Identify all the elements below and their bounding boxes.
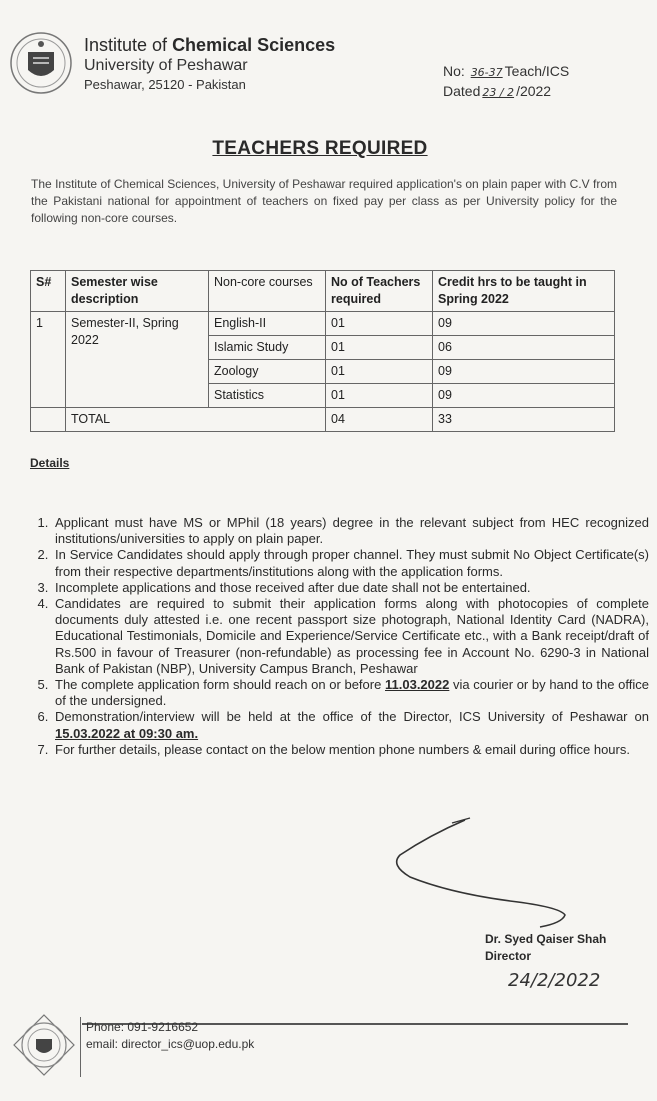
- footer-seal-logo: [12, 1013, 76, 1077]
- institute-header: [84, 34, 335, 94]
- cell-semester: Semester-II, Spring 2022: [66, 312, 209, 408]
- header-sno: S#: [31, 271, 66, 312]
- list-item: 6. Demonstration/interview will be held at the office of the Director, ICS University of Peshawar on 15.03.2022 at 09:30 am.: [52, 709, 649, 741]
- notice-title: TEACHERS REQUIRED: [212, 138, 428, 159]
- phone-line: Phone: 091-9216652: [86, 1020, 199, 1034]
- cell-course: English-II: [209, 312, 326, 336]
- list-item: 1. Applicant must have MS or MPhil (18 years) degree in the relevant subject from HEC recognized institutions/universities to apply on plain paper.: [52, 515, 649, 547]
- intro-paragraph: The Institute of Chemical Sciences, University of Peshawar required application's on plain paper with C.V from the Pakistani national for appointment of teachers on fixed pay per class as per University policy for the following non-core courses.: [31, 177, 617, 225]
- cell-credit: 06: [433, 336, 615, 360]
- footer-vertical-divider: [80, 1017, 81, 1077]
- cell-credit: 09: [433, 312, 615, 336]
- cell-credit: 09: [433, 384, 615, 408]
- list-item: 2. In Service Candidates should apply through proper channel. They must submit No Object Certificate(s) from their respective departments/institutions along with the application forms.: [52, 547, 649, 579]
- table-total-row: [31, 408, 615, 432]
- header-courses: Non-core courses: [209, 271, 326, 312]
- table-header-row: [31, 271, 615, 312]
- table-row: [31, 312, 615, 336]
- list-item: 4. Candidates are required to submit their application forms along with photocopies of complete documents duly attested i.e. one recent passport size photograph, National Identity Card (NADRA), Educational Testimonials, Domicile and Experience/Service Certificate etc., with a Bank receipt/draft of Rs.500 in favour of Treasurer (non-refundable) as processing fee in Account No. 6290-3 in National Bank of Pakistan (NBP), University Campus Branch, Peshawar: [52, 596, 649, 677]
- reference-date: Dated 23 / 2 /2022: [443, 83, 552, 99]
- cell-sno: 1: [31, 312, 66, 408]
- list-item: 5. The complete application form should reach on or before 11.03.2022 via courier or by hand to the office of the undersigned.: [52, 677, 649, 709]
- signer-block: [485, 931, 606, 965]
- total-label: TOTAL: [66, 408, 326, 432]
- header-credit: Credit hrs to be taught in Spring 2022: [433, 271, 615, 312]
- university-seal-logo: [8, 30, 74, 96]
- cell-teachers: 01: [326, 312, 433, 336]
- email-line: email: director_ics@uop.edu.pk: [86, 1037, 255, 1051]
- header-semester: Semester wise description: [66, 271, 209, 312]
- signature-scribble: [390, 815, 630, 935]
- signature-date: 24/2/2022: [508, 970, 601, 991]
- header-teachers: No of Teachers required: [326, 271, 433, 312]
- cell-course: Islamic Study: [209, 336, 326, 360]
- list-item: 3. Incomplete applications and those received after due date shall not be entertained.: [52, 580, 649, 596]
- signer-designation: Director: [485, 949, 532, 963]
- footer-contacts: [86, 1019, 254, 1053]
- cell-course: Statistics: [209, 384, 326, 408]
- reference-block: [443, 62, 569, 102]
- institute-name: Institute of Chemical Sciences: [84, 35, 336, 55]
- details-list: [22, 515, 649, 758]
- address: Peshawar, 25120 - Pakistan: [84, 77, 246, 92]
- list-item: 7. For further details, please contact on the below mention phone numbers & email during office hours.: [52, 742, 649, 758]
- details-heading: Details: [30, 456, 70, 470]
- cell-credit: 09: [433, 360, 615, 384]
- cell-teachers: 01: [326, 336, 433, 360]
- total-teachers: 04: [326, 408, 433, 432]
- university-name: University of Peshawar: [84, 57, 248, 74]
- courses-table: [30, 270, 615, 432]
- cell-course: Zoology: [209, 360, 326, 384]
- total-credit: 33: [433, 408, 615, 432]
- signer-name: Dr. Syed Qaiser Shah: [485, 932, 607, 946]
- cell-teachers: 01: [326, 360, 433, 384]
- cell-teachers: 01: [326, 384, 433, 408]
- reference-number: No: 36-37 Teach/ICS: [443, 63, 570, 79]
